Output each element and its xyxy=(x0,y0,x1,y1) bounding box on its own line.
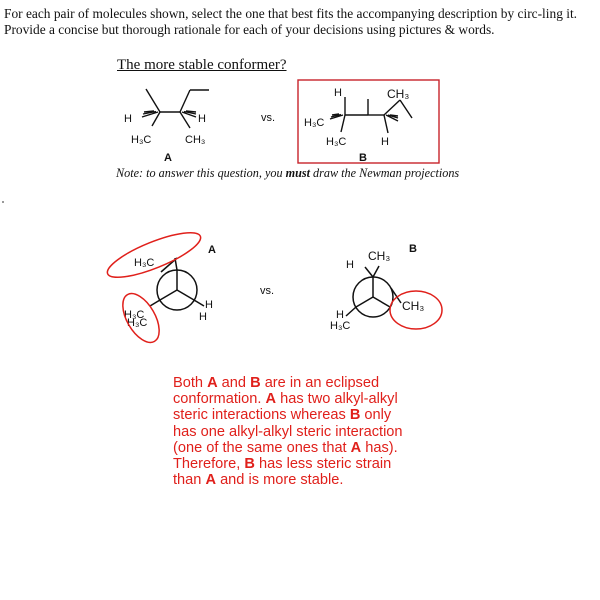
note-suffix: draw the Newman projections xyxy=(310,166,460,180)
newman-a-label: A xyxy=(208,244,216,256)
vs-label-bottom: vs. xyxy=(260,285,275,297)
vs-label-top: vs. xyxy=(261,112,276,124)
molecule-a-label: A xyxy=(164,152,172,164)
answer-part: and xyxy=(217,375,251,391)
answer-molecule-a: A xyxy=(207,375,218,391)
molecule-a-ch3-left: H₃C xyxy=(131,134,152,146)
newman-a-h1: H xyxy=(205,299,213,311)
newman-b-h-left: H xyxy=(336,309,344,321)
molecule-b-hash-bond xyxy=(330,114,343,119)
answer-part: are in an eclipsed conformation. xyxy=(173,375,380,408)
answer-molecule-b: B xyxy=(244,456,255,473)
newman-b-h-top: H xyxy=(346,259,354,271)
newman-b-bond xyxy=(373,266,379,277)
molecule-b-label: B xyxy=(359,152,367,164)
molecule-b-bond xyxy=(384,115,388,133)
note-prefix: Note: to answer this question, you xyxy=(116,166,286,180)
answer-part: has less steric strain than xyxy=(173,456,392,489)
newman-b-bond xyxy=(365,267,373,277)
newman-a-bond xyxy=(194,300,204,306)
newman-b xyxy=(346,266,401,317)
newman-b-bond xyxy=(346,307,356,316)
answer-text xyxy=(173,375,413,488)
molecule-a-hash-bond xyxy=(142,111,158,117)
molecule-b-bond xyxy=(400,100,412,118)
molecule-a-hash-bond xyxy=(182,111,196,117)
newman-a xyxy=(150,258,204,310)
molecule-b-bond xyxy=(384,100,400,115)
answer-molecule-b: B xyxy=(349,407,361,424)
molecule-b-ch3-top: CH₃ xyxy=(387,87,410,101)
instructions-text: For each pair of molecules shown, select the one that best fits the accompanying description by circ-ling it. Provide a concise but thorough rationale for each of your decisions using pictures & words. xyxy=(4,6,578,37)
newman-a-bond xyxy=(150,300,160,306)
newman-b-ch3-right: CH₃ xyxy=(402,299,425,313)
molecule-b-ch3-left: H₃C xyxy=(304,117,325,129)
answer-molecule-a: A xyxy=(265,391,277,408)
answer-part: and is more stable. xyxy=(216,472,344,489)
molecule-b-ch3-bottom: H₃C xyxy=(326,136,347,148)
molecule-a-h-right: H xyxy=(198,113,206,125)
molecule-a-h-left: H xyxy=(124,113,132,125)
answer-part: has). Therefore, xyxy=(173,439,398,473)
newman-b-ch3-left: H₃C xyxy=(330,320,351,332)
newman-a-h2: H xyxy=(199,311,207,323)
answer-part: has two alkyl-alkyl steric interactions whereas xyxy=(173,391,398,424)
newman-a-ch3-back2: H₃C xyxy=(127,317,148,329)
molecule-a-ch3-right: CH₃ xyxy=(185,134,206,146)
molecule-b-bond xyxy=(341,115,345,132)
newman-a-ch3-front: H₃C xyxy=(134,257,155,269)
question-heading: The more stable conformer? xyxy=(117,57,287,73)
molecule-b-h-top: H xyxy=(334,87,342,99)
newman-a-ch3-back1: H₃C xyxy=(124,309,145,321)
answer-molecule-b: B xyxy=(250,375,261,391)
molecule-b-hash-bond xyxy=(386,115,398,121)
answer-part: Both xyxy=(173,375,208,391)
note-emphasis: must xyxy=(285,166,310,180)
molecule-a-bond xyxy=(146,89,160,112)
answer-molecule-a: A xyxy=(205,472,217,489)
molecule-a-bond xyxy=(180,90,190,112)
molecule-b-skeletal xyxy=(330,97,412,133)
newman-b-label: B xyxy=(409,243,417,255)
stray-mark xyxy=(2,201,4,203)
molecule-b-h-bottom: H xyxy=(381,136,389,148)
newman-b-ch3-top: CH₃ xyxy=(368,249,391,263)
answer-part: only has one alkyl-alkyl steric interaction (one of the same ones that xyxy=(173,407,403,456)
answer-molecule-a: A xyxy=(350,439,362,456)
